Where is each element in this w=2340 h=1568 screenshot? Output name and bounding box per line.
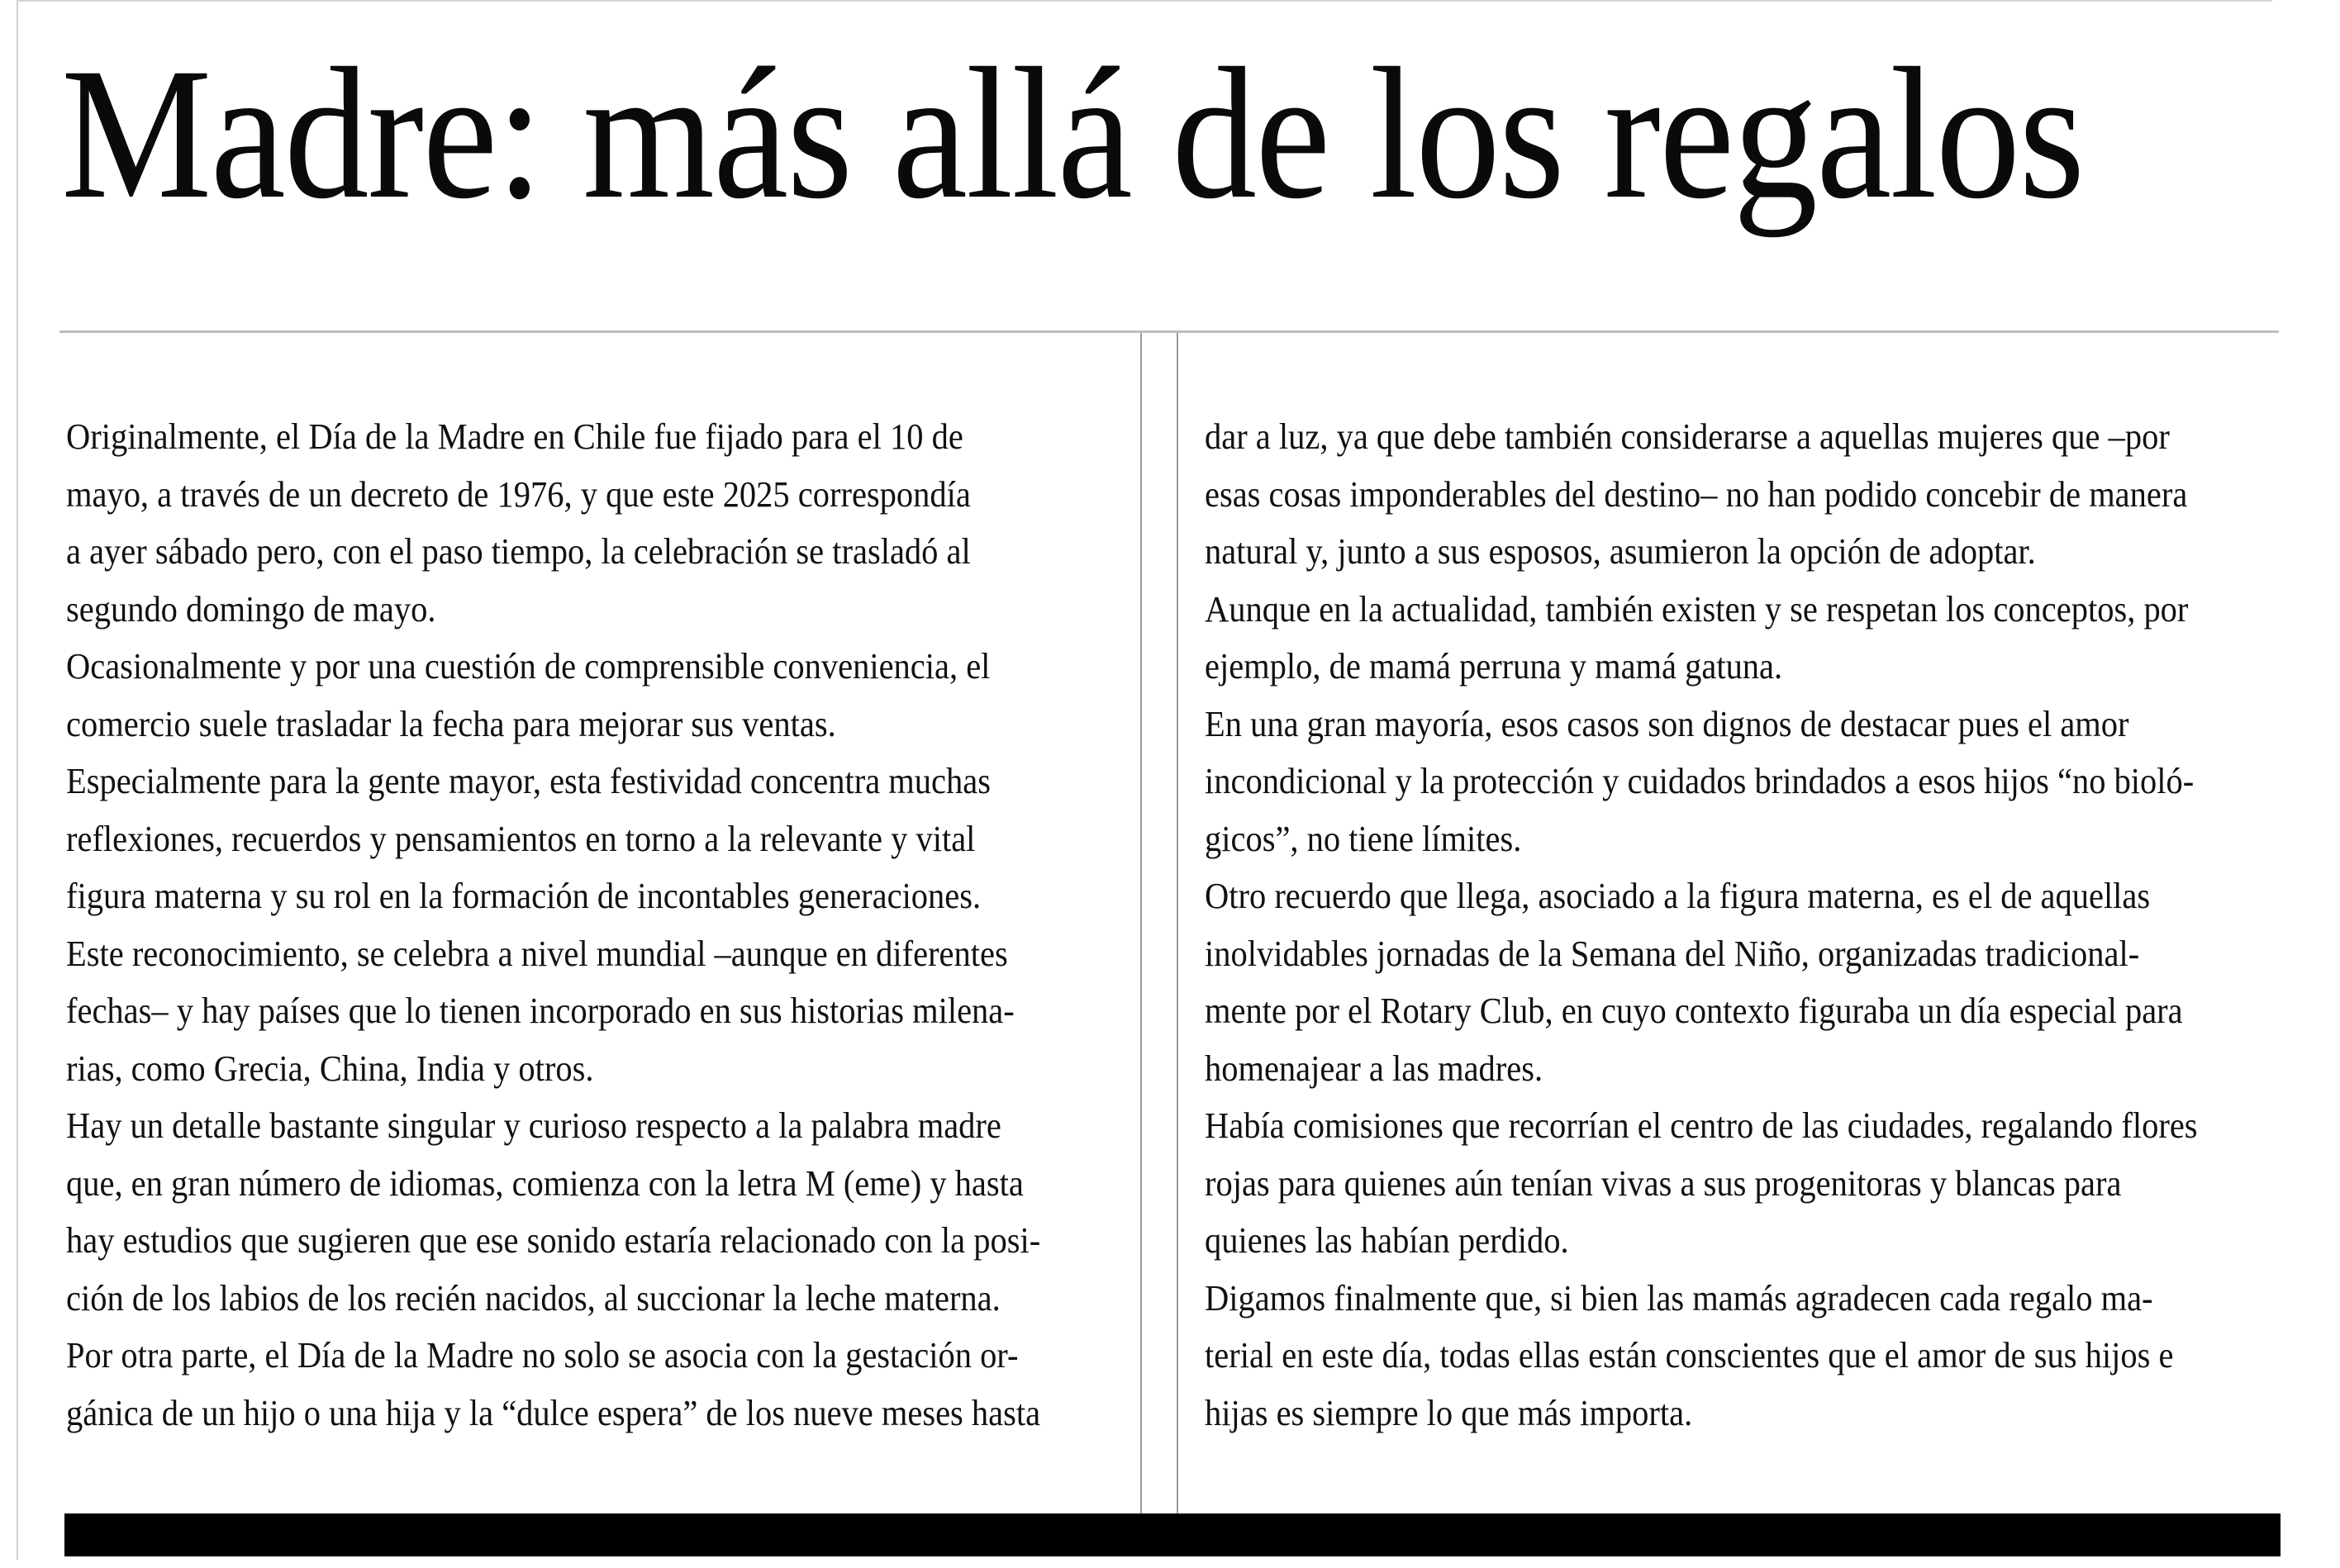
body-text-line: hay estudios que sugieren que ese sonido estaría relacionado con la posi- (66, 1220, 1041, 1261)
article-right-column (1205, 408, 2279, 1442)
body-text-line: Aunque en la actualidad, también existen y se respetan los conceptos, por (1205, 588, 2189, 630)
body-text-line: natural y, junto a sus esposos, asumieron la opción de adoptar. (1205, 531, 2036, 572)
body-text-line: Ocasionalmente y por una cuestión de comprensible conveniencia, el (66, 646, 991, 687)
body-text-line: que, en gran número de idiomas, comienza con la letra M (eme) y hasta (66, 1162, 1024, 1204)
body-text-line: quienes las habían perdido. (1205, 1220, 1569, 1261)
column-divider-left-rule (1140, 333, 1142, 1514)
body-text-line: inolvidables jornadas de la Semana del Niño, organizadas tradicional- (1205, 933, 2140, 974)
body-text-line: Este reconocimiento, se celebra a nivel mundial –aunque en diferentes (66, 933, 1008, 974)
body-text-line: dar a luz, ya que debe también considerarse a aquellas mujeres que –por (1205, 416, 2170, 457)
article-headline: Madre: más allá de los regalos (61, 30, 2084, 238)
body-text-line: rojas para quienes aún tenían vivas a sus progenitoras y blancas para (1205, 1162, 2122, 1204)
body-text-line: Hay un detalle bastante singular y curioso respecto a la palabra madre (66, 1105, 1001, 1146)
footer-black-bar (64, 1513, 2281, 1556)
body-text-line: fechas– y hay países que lo tienen incorporado en sus historias milena- (66, 991, 1015, 1031)
body-text-line: Especialmente para la gente mayor, esta festividad concentra muchas (66, 761, 991, 801)
body-text-line: ejemplo, de mamá perruna y mamá gatuna. (1205, 646, 1783, 687)
page-left-border (17, 0, 18, 1560)
article-left-column (66, 408, 1124, 1442)
body-text-line: reflexiones, recuerdos y pensamientos en torno a la relevante y vital (66, 818, 976, 859)
body-text-line: Originalmente, el Día de la Madre en Chile fue fijado para el 10 de (66, 416, 963, 457)
body-text-line: mayo, a través de un decreto de 1976, y que este 2025 correspondía (66, 473, 971, 515)
body-text-line: Por otra parte, el Día de la Madre no solo se asocia con la gestación or- (66, 1335, 1019, 1376)
body-text-line: terial en este día, todas ellas están conscientes que el amor de sus hijos e (1205, 1335, 2174, 1376)
body-text-line: comercio suele trasladar la fecha para mejorar sus ventas. (66, 703, 836, 744)
body-text-line: figura materna y su rol en la formación de incontables generaciones. (66, 876, 982, 916)
page-top-border (17, 0, 2272, 2)
headline-divider (59, 330, 2279, 333)
body-text-line: gánica de un hijo o una hija y la “dulce espera” de los nueve meses hasta (66, 1392, 1041, 1433)
body-text-line: Otro recuerdo que llega, asociado a la figura materna, es el de aquellas (1205, 876, 2151, 916)
body-text-line: incondicional y la protección y cuidados brindados a esos hijos “no bioló- (1205, 761, 2195, 801)
body-text-line: homenajear a las madres. (1205, 1048, 1543, 1089)
body-text-line: ción de los labios de los recién nacidos, al succionar la leche materna. (66, 1277, 1001, 1319)
body-text-line: gicos”, no tiene límites. (1205, 818, 1522, 859)
body-text-line: esas cosas imponderables del destino– no han podido concebir de manera (1205, 473, 2188, 515)
column-divider-right-rule (1177, 333, 1178, 1514)
body-text-line: hijas es siempre lo que más importa. (1205, 1392, 1693, 1433)
body-text-line: En una gran mayoría, esos casos son dignos de destacar pues el amor (1205, 703, 2129, 744)
body-text-line: Digamos finalmente que, si bien las mamás agradecen cada regalo ma- (1205, 1277, 2153, 1319)
body-text-line: segundo domingo de mayo. (66, 588, 436, 630)
body-text-line: rias, como Grecia, China, India y otros. (66, 1048, 594, 1089)
body-text-line: mente por el Rotary Club, en cuyo contexto figuraba un día especial para (1205, 991, 2183, 1031)
body-text-line: Había comisiones que recorrían el centro de las ciudades, regalando flores (1205, 1105, 2198, 1146)
body-text-line: a ayer sábado pero, con el paso tiempo, la celebración se trasladó al (66, 531, 971, 572)
